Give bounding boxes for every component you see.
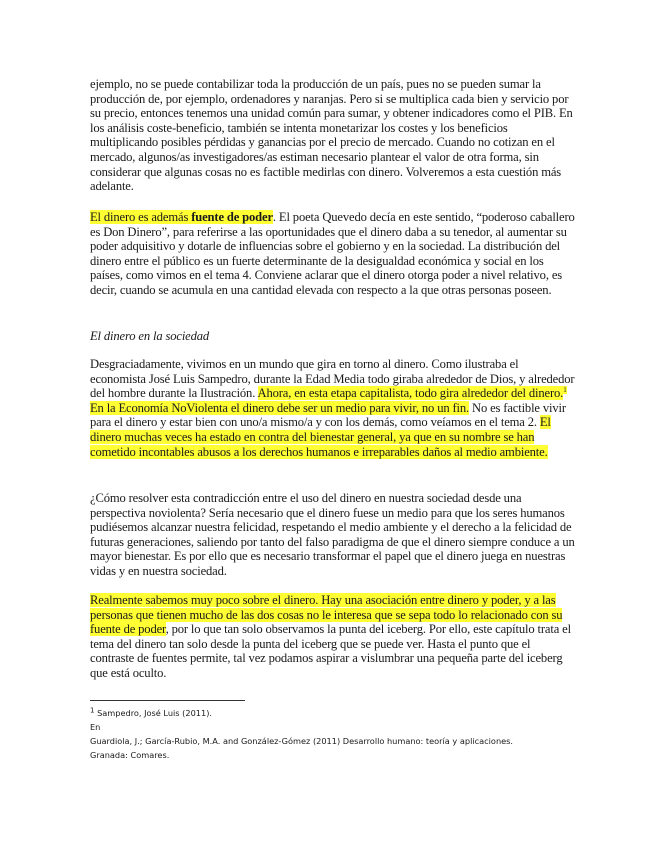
highlight-dinero-y-poder: Realmente sabemos muy poco sobre el dinero. Hay una asociación entre dinero y poder, y a las personas que tienen mucho de las dos cosas no le interesa que se sepa todo lo relacionado con su fuente de poder bbox=[90, 593, 563, 637]
footnote-line-1 bbox=[90, 706, 575, 720]
paragraph-1: ejemplo, no se puede contabilizar toda la producción de un país, pues no se pueden sumar la producción de, por ejemplo, ordenadores y naranjas. Pero si se multiplica cada bien y servicio por su precio, entonces tenemos una unidad común para sumar, y obtener indicadores como el PIB. En los análisis coste-beneficio, también se intenta monetarizar los costes y los beneficios multiplicando posibles pérdidas y ganancias por el precio de mercado. Cuando no cotizan en el mercado, algunos/as investigadores/as estiman necesario plantear el valor de otra forma, sin considerar que algunas cosas no es factible medirlas con dinero. Volveremos a esta cuestión más adelante. bbox=[90, 77, 573, 194]
paragraph-3-text-a: Desgraciadamente, vivimos en un mundo que gira en torno al dinero. Como ilustraba el economista José Luis Sampedro, durante la Edad Media todo giraba alrededor de Dios, y alrededor del hombre durante la Ilustración. bbox=[90, 357, 575, 401]
paragraph-5 bbox=[90, 593, 575, 681]
footnote-ref[interactable]: 1 bbox=[563, 386, 567, 394]
section-heading: El dinero en la sociedad bbox=[90, 329, 210, 343]
paragraph-4: ¿Cómo resolver esta contradicción entre el uso del dinero en nuestra sociedad desde una perspectiva noviolenta? Sería necesario que el dinero fuese un medio para que los seres humanos pudiésemos alcanzar nuestra felicidad, respetando el medio ambiente y el derecho a la felicidad de futuras generaciones, saliendo por tanto del falso paradigma de que el dinero siempre conduce a un mayor bienestar. Es por ello que es necesario transformar el papel que el dinero juega en nuestras vidas y en nuestra sociedad. bbox=[90, 491, 575, 578]
paragraph-3-text-b: No es factible vivir para el dinero y estar bien con uno/a mismo/a y con los demás, como veíamos en el tema 2. bbox=[90, 400, 566, 430]
paragraph-3 bbox=[90, 357, 575, 459]
footnote-citation: Sampedro, José Luis (2011). bbox=[94, 708, 212, 718]
footnote-line-3: Guardiola, J.; García-Rubio, M.A. and González-Gómez (2011) Desarrollo humano: teoría y aplicaciones. bbox=[90, 736, 514, 746]
paragraph-2 bbox=[90, 210, 575, 298]
highlight-bienestar: El dinero muchas veces ha estado en contra del bienestar general, ya que en su nombre se han cometido incontables abusos a los derechos humanos e irreparables daños al medio ambiente. bbox=[90, 415, 551, 459]
footnote-number: 1 bbox=[90, 706, 95, 715]
highlight-capitalista: Ahora, en esta etapa capitalista, todo gira alrededor del dinero. bbox=[257, 386, 564, 401]
footnote-divider bbox=[90, 700, 245, 701]
bold-fuente-de-poder: fuente de poder bbox=[191, 210, 273, 224]
footnote-line-4: Granada: Comares. bbox=[90, 750, 170, 760]
highlight-dinero-poder bbox=[90, 210, 273, 224]
paragraph-2-text: . El poeta Quevedo decía en este sentido, “poderoso caballero es Don Dinero”, para referirse a las oportunidades que el dinero daba a su tenedor, al aumentar su poder adquisitivo y dotarle de influencias sobre el gobierno y en la sociedad. La distribución del dinero entre el público es un fuerte determinante de la desigualdad económica y social en los países, como vimos en el tema 4. Conviene aclarar que el dinero otorga poder a nivel relativo, es decir, cuando se acumula en una cantidad elevada con respecto a la que otras personas poseen. bbox=[90, 210, 575, 297]
paragraph-5-text: , por lo que tan solo observamos la punta del iceberg. Por ello, este capítulo trata el tema del dinero tan solo desde la punta del iceberg que se puede ver. Hasta el punto que el contraste de fuentes permite, tal vez podamos aspirar a vislumbrar una pequeña parte del iceberg que está oculto. bbox=[90, 622, 571, 680]
highlight-economia-noviolenta: En la Economía NoViolenta el dinero debe ser un medio para vivir, no un fin. bbox=[90, 400, 470, 415]
highlight-text: El dinero es además bbox=[90, 210, 192, 224]
footnote-line-2: En bbox=[90, 722, 101, 732]
footnotes bbox=[90, 706, 575, 762]
